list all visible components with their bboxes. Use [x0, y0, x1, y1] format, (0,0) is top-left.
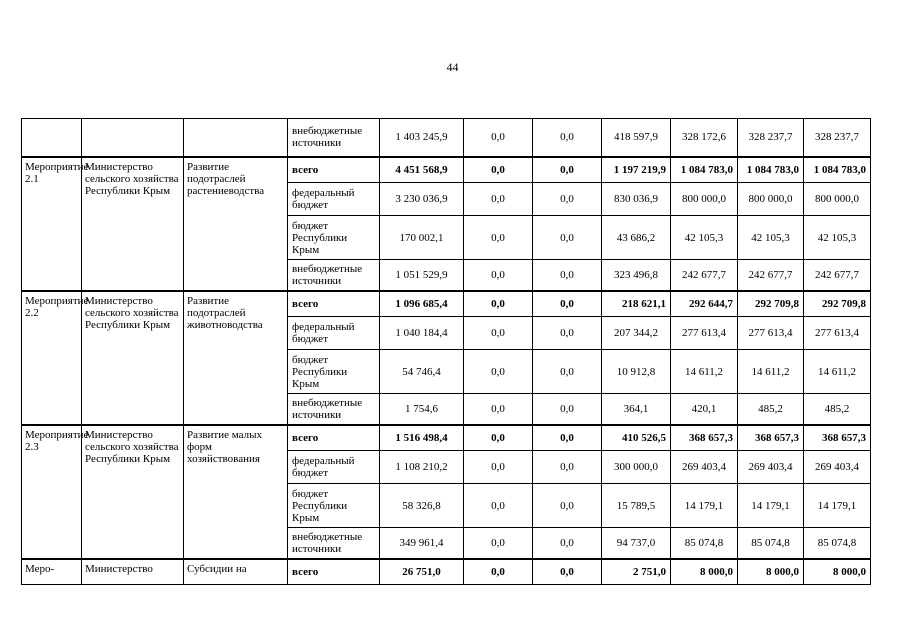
value-cell: 54 746,4 [380, 350, 464, 394]
value-cell: 0,0 [533, 528, 602, 559]
value-cell: 269 403,4 [671, 451, 738, 484]
value-cell: 0,0 [533, 317, 602, 350]
measure-title-cell: Развитие подотраслей животноводства [184, 291, 288, 425]
value-cell: 277 613,4 [804, 317, 871, 350]
value-cell: 0,0 [464, 317, 533, 350]
value-cell: 830 036,9 [602, 183, 671, 216]
executor-cell: Министерство сельского хозяйства Республики Крым [82, 157, 184, 291]
value-cell: 0,0 [533, 216, 602, 260]
funding-source-cell: федеральный бюджет [288, 451, 380, 484]
value-cell: 368 657,3 [671, 425, 738, 451]
value-cell: 292 709,8 [804, 291, 871, 317]
value-cell: 800 000,0 [804, 183, 871, 216]
value-cell: 14 179,1 [804, 484, 871, 528]
funding-source-cell: всего [288, 559, 380, 585]
value-cell: 8 000,0 [738, 559, 804, 585]
value-cell: 10 912,8 [602, 350, 671, 394]
funding-source-cell: всего [288, 291, 380, 317]
budget-table [21, 118, 871, 585]
empty-cell [82, 119, 184, 157]
value-cell: 328 237,7 [738, 119, 804, 157]
value-cell: 4 451 568,9 [380, 157, 464, 183]
value-cell: 42 105,3 [671, 216, 738, 260]
executor-cell: Министерство сельского хозяйства Республики Крым [82, 425, 184, 559]
value-cell: 368 657,3 [804, 425, 871, 451]
measure-cell: Мероприятие 2.2 [22, 291, 82, 425]
value-cell: 277 613,4 [671, 317, 738, 350]
value-cell: 1 754,6 [380, 394, 464, 425]
value-cell: 14 611,2 [671, 350, 738, 394]
value-cell: 8 000,0 [804, 559, 871, 585]
value-cell: 0,0 [533, 484, 602, 528]
value-cell: 0,0 [533, 425, 602, 451]
table-row [22, 119, 871, 157]
value-cell: 800 000,0 [671, 183, 738, 216]
value-cell: 0,0 [533, 291, 602, 317]
value-cell: 15 789,5 [602, 484, 671, 528]
value-cell: 1 096 685,4 [380, 291, 464, 317]
value-cell: 207 344,2 [602, 317, 671, 350]
value-cell: 300 000,0 [602, 451, 671, 484]
value-cell: 1 084 783,0 [804, 157, 871, 183]
value-cell: 420,1 [671, 394, 738, 425]
value-cell: 0,0 [533, 559, 602, 585]
table-row [22, 425, 871, 451]
value-cell: 328 172,6 [671, 119, 738, 157]
measure-title-cell: Развитие малых форм хозяйствования [184, 425, 288, 559]
value-cell: 0,0 [464, 183, 533, 216]
measure-title-cell: Субсидии на [184, 559, 288, 585]
measure-cell: Меро- [22, 559, 82, 585]
value-cell: 0,0 [464, 394, 533, 425]
value-cell: 292 644,7 [671, 291, 738, 317]
value-cell: 410 526,5 [602, 425, 671, 451]
value-cell: 0,0 [464, 559, 533, 585]
value-cell: 2 751,0 [602, 559, 671, 585]
value-cell: 485,2 [738, 394, 804, 425]
value-cell: 85 074,8 [804, 528, 871, 559]
value-cell: 58 326,8 [380, 484, 464, 528]
value-cell: 85 074,8 [738, 528, 804, 559]
value-cell: 0,0 [533, 394, 602, 425]
executor-cell: Министерство [82, 559, 184, 585]
value-cell: 94 737,0 [602, 528, 671, 559]
table-row [22, 157, 871, 183]
value-cell: 14 611,2 [738, 350, 804, 394]
value-cell: 170 002,1 [380, 216, 464, 260]
value-cell: 3 230 036,9 [380, 183, 464, 216]
value-cell: 0,0 [464, 291, 533, 317]
value-cell: 1 197 219,9 [602, 157, 671, 183]
value-cell: 0,0 [464, 119, 533, 157]
value-cell: 218 621,1 [602, 291, 671, 317]
measure-cell: Мероприятие 2.3 [22, 425, 82, 559]
value-cell: 292 709,8 [738, 291, 804, 317]
funding-source-cell: бюджет Республики Крым [288, 484, 380, 528]
value-cell: 418 597,9 [602, 119, 671, 157]
measure-title-cell: Развитие подотраслей растениеводства [184, 157, 288, 291]
value-cell: 0,0 [533, 183, 602, 216]
funding-source-cell: внебюджетные источники [288, 260, 380, 291]
value-cell: 0,0 [464, 528, 533, 559]
empty-cell [22, 119, 82, 157]
executor-cell: Министерство сельского хозяйства Республики Крым [82, 291, 184, 425]
value-cell: 43 686,2 [602, 216, 671, 260]
value-cell: 26 751,0 [380, 559, 464, 585]
value-cell: 8 000,0 [671, 559, 738, 585]
value-cell: 1 084 783,0 [738, 157, 804, 183]
funding-source-cell: федеральный бюджет [288, 183, 380, 216]
value-cell: 277 613,4 [738, 317, 804, 350]
value-cell: 14 611,2 [804, 350, 871, 394]
value-cell: 0,0 [533, 260, 602, 291]
value-cell: 0,0 [533, 451, 602, 484]
value-cell: 1 084 783,0 [671, 157, 738, 183]
value-cell: 0,0 [464, 157, 533, 183]
value-cell: 42 105,3 [738, 216, 804, 260]
value-cell: 0,0 [533, 119, 602, 157]
funding-source-cell: внебюджетные источники [288, 119, 380, 157]
value-cell: 242 677,7 [671, 260, 738, 291]
value-cell: 242 677,7 [738, 260, 804, 291]
table-row [22, 559, 871, 585]
funding-source-cell: внебюджетные источники [288, 394, 380, 425]
value-cell: 0,0 [464, 260, 533, 291]
value-cell: 0,0 [533, 157, 602, 183]
value-cell: 42 105,3 [804, 216, 871, 260]
funding-source-cell: всего [288, 157, 380, 183]
value-cell: 269 403,4 [738, 451, 804, 484]
measure-cell: Мероприятие 2.1 [22, 157, 82, 291]
funding-source-cell: бюджет Республики Крым [288, 350, 380, 394]
value-cell: 1 051 529,9 [380, 260, 464, 291]
value-cell: 1 516 498,4 [380, 425, 464, 451]
value-cell: 368 657,3 [738, 425, 804, 451]
value-cell: 1 040 184,4 [380, 317, 464, 350]
funding-source-cell: федеральный бюджет [288, 317, 380, 350]
value-cell: 0,0 [464, 216, 533, 260]
table-row [22, 291, 871, 317]
value-cell: 0,0 [533, 350, 602, 394]
value-cell: 0,0 [464, 484, 533, 528]
funding-source-cell: всего [288, 425, 380, 451]
value-cell: 14 179,1 [671, 484, 738, 528]
value-cell: 0,0 [464, 451, 533, 484]
value-cell: 364,1 [602, 394, 671, 425]
value-cell: 0,0 [464, 350, 533, 394]
value-cell: 1 403 245,9 [380, 119, 464, 157]
value-cell: 0,0 [464, 425, 533, 451]
value-cell: 800 000,0 [738, 183, 804, 216]
empty-cell [184, 119, 288, 157]
value-cell: 323 496,8 [602, 260, 671, 291]
value-cell: 269 403,4 [804, 451, 871, 484]
value-cell: 14 179,1 [738, 484, 804, 528]
value-cell: 328 237,7 [804, 119, 871, 157]
value-cell: 242 677,7 [804, 260, 871, 291]
page-number: 44 [446, 60, 459, 74]
value-cell: 1 108 210,2 [380, 451, 464, 484]
funding-source-cell: бюджет Республики Крым [288, 216, 380, 260]
value-cell: 349 961,4 [380, 528, 464, 559]
funding-source-cell: внебюджетные источники [288, 528, 380, 559]
value-cell: 485,2 [804, 394, 871, 425]
value-cell: 85 074,8 [671, 528, 738, 559]
